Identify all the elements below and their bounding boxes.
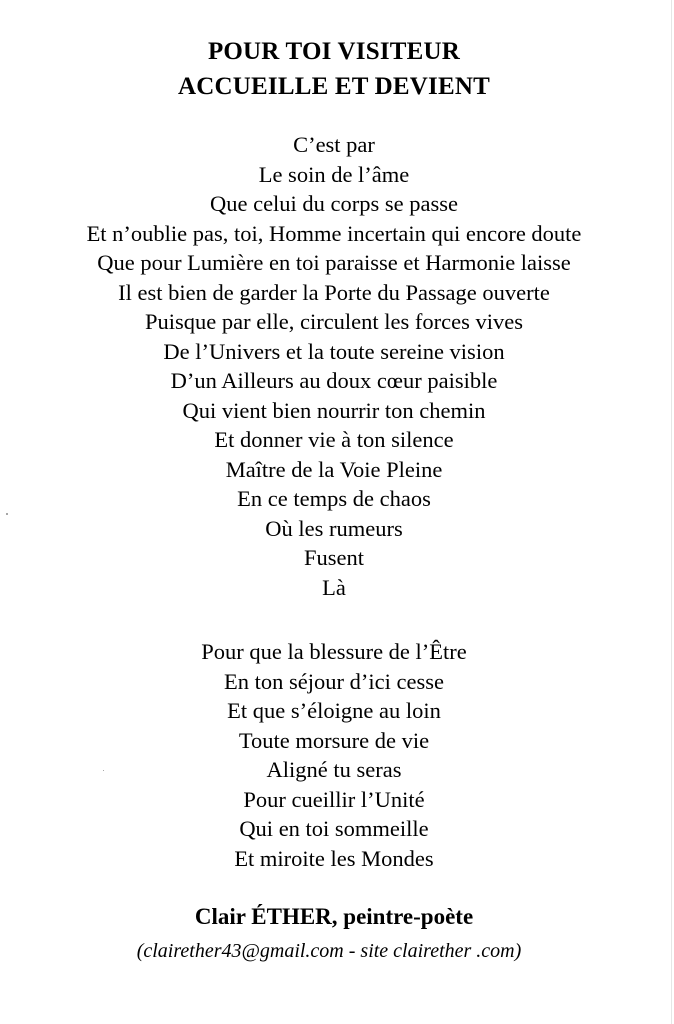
poem-line: Il est bien de garder la Porte du Passage ouverte (118, 279, 550, 305)
poem-line: Pour cueillir l’Unité (243, 786, 425, 812)
author-signature: Clair ÉTHER, peintre-poète (194, 904, 474, 929)
poem-line: Et donner vie à ton silence (214, 427, 454, 452)
poem-line: Et n’oublie pas, toi, Homme incertain qui encore doute (86, 220, 582, 246)
poem-line: Aligné tu seras (266, 757, 402, 782)
poem-line: Là (322, 574, 346, 600)
poem-line: Où les rumeurs (265, 515, 403, 541)
poem-line: Qui vient bien nourrir ton chemin (182, 397, 486, 423)
poem-line: Maître de la Voie Pleine (225, 456, 443, 482)
poem-line: En ton séjour d’ici cesse (224, 668, 444, 694)
poem-line: Toute morsure de vie (238, 727, 430, 753)
poem-line: Et miroite les Mondes (234, 845, 434, 871)
poem-line: Fusent (303, 545, 364, 570)
poem-line: Puisque par elle, circulent les forces vives (145, 309, 523, 334)
poem-line: Et que s’éloigne au loin (227, 698, 441, 723)
poem-line: Le soin de l’âme (258, 161, 410, 187)
poem-line: Qui en toi sommeille (239, 816, 429, 841)
poem-stanza-2 (0, 637, 668, 873)
poem-line: Que celui du corps se passe (209, 191, 459, 216)
poem-title-line-2: ACCUEILLE ET DEVIENT (178, 73, 490, 100)
poem-line: De l’Univers et la toute sereine vision (163, 338, 505, 364)
page-edge-shadow (671, 0, 672, 1024)
poem-line: C’est par (293, 132, 375, 157)
poem-stanza-1 (0, 130, 668, 602)
author-contact: (clairether43@gmail.com - site clairether .com) (136, 940, 522, 962)
poem-line: En ce temps de chaos (237, 486, 431, 511)
poem-line: D’un Ailleurs au doux cœur paisible (170, 368, 498, 393)
poem-title-line-1: POUR TOI VISITEUR (207, 38, 461, 65)
poem-line: Pour que la blessure de l’Être (201, 639, 467, 664)
poem-line: Que pour Lumière en toi paraisse et Harmonie laisse (97, 250, 571, 275)
